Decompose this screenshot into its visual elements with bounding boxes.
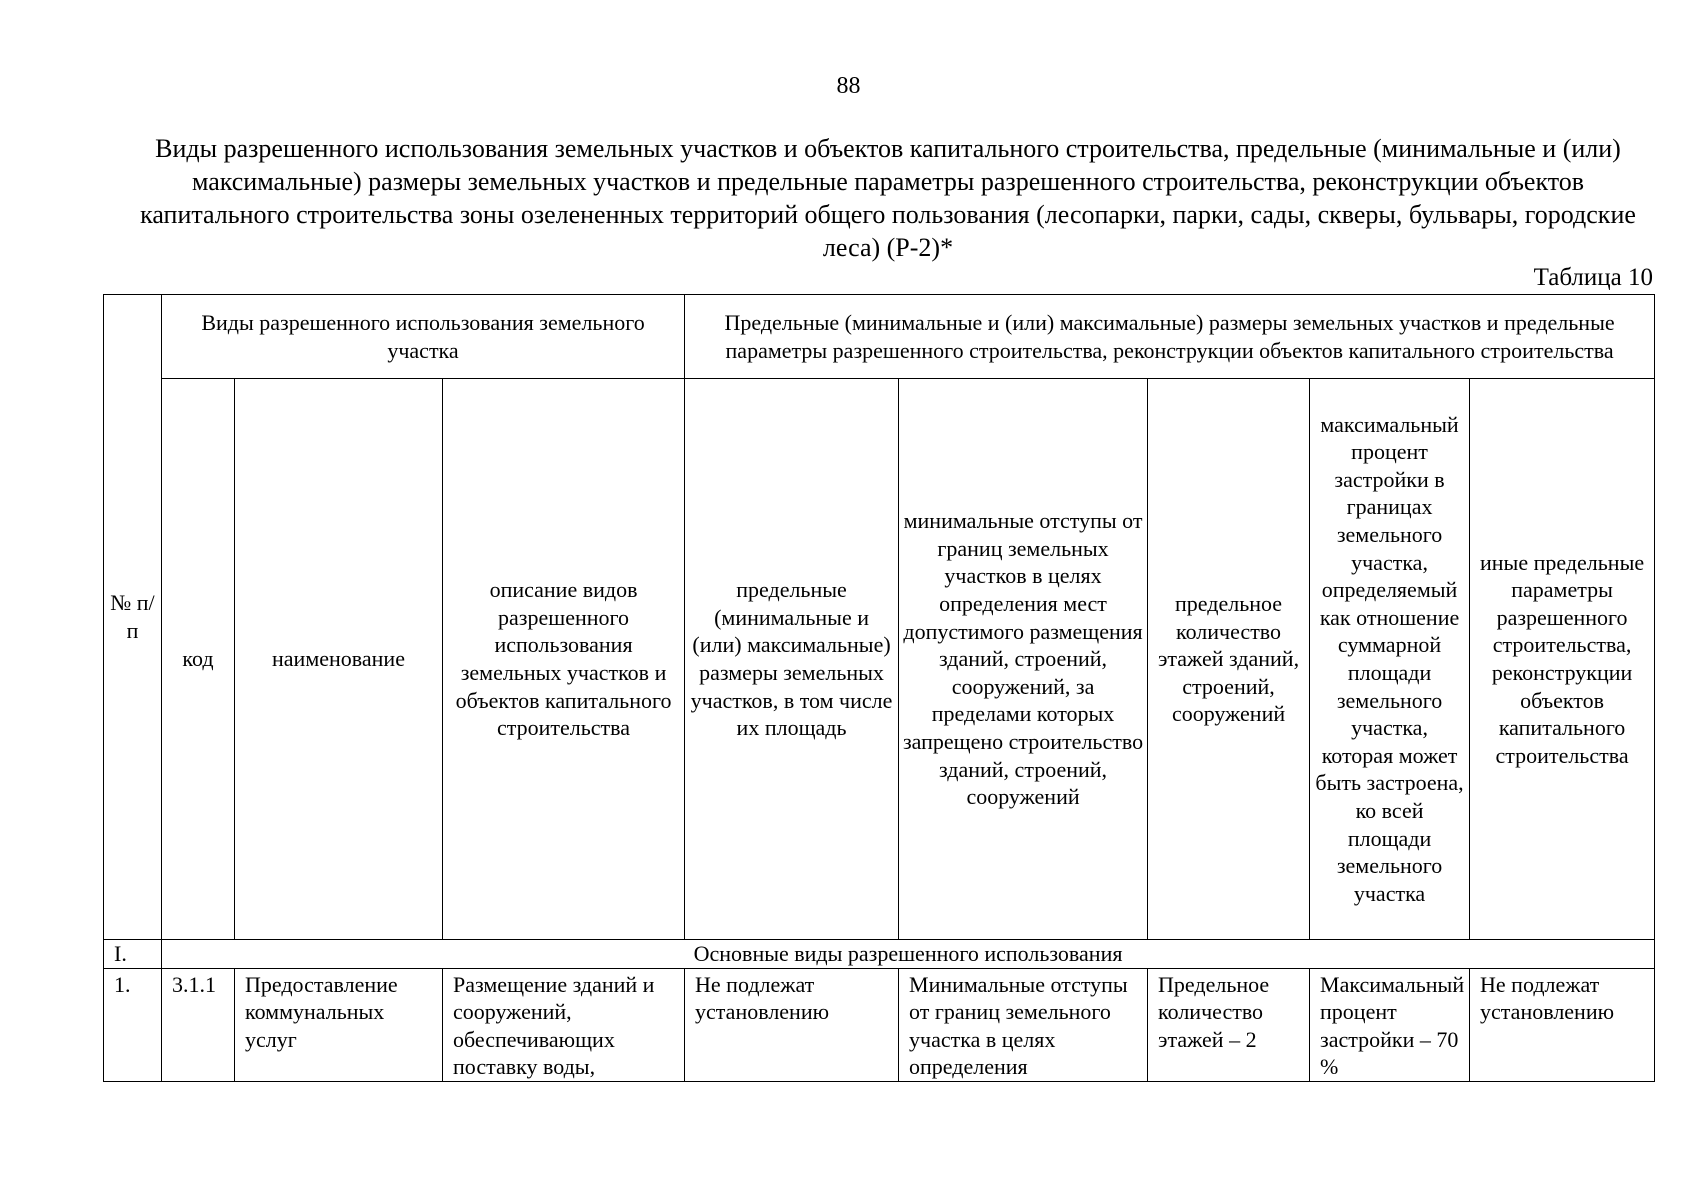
header-name: наименование: [235, 379, 443, 940]
row-description: Размещение зданий и сооружений, обеспечивающих поставку воды,: [443, 968, 685, 1081]
section-title: Основные виды разрешенного использования: [162, 940, 1655, 969]
header-floors: предельное количество этажей зданий, строений, сооружений: [1148, 379, 1310, 940]
header-row-groups: [104, 295, 1655, 379]
header-other: иные предельные параметры разрешенного строительства, реконструкции объектов капитального строительства: [1470, 379, 1655, 940]
row-floors: Предельное количество этажей – 2: [1148, 968, 1310, 1081]
header-group-use: Виды разрешенного использования земельного участка: [162, 295, 685, 379]
document-title: Виды разрешенного использования земельных участков и объектов капитального строительства, предельные (минимальные и (или) максимальные) размеры земельных участков и предельные параметры разрешенного строительства, реконструкции объектов капитального строительства зоны озелененных территорий общего пользования (лесопарки, парки, сады, скверы, бульвары, городские леса) (Р-2)*: [140, 134, 1636, 262]
page-number: 88: [836, 73, 861, 99]
table-row: [104, 968, 1655, 1081]
row-sizes: Не подлежат установлению: [685, 968, 899, 1081]
header-sizes: предельные (минимальные и (или) максимальные) размеры земельных участков, в том числе их площадь: [685, 379, 899, 940]
header-description: описание видов разрешенного использования земельных участков и объектов капитального строительства: [443, 379, 685, 940]
section-row: [104, 940, 1655, 969]
section-number: I.: [104, 940, 162, 969]
header-coverage: максимальный процент застройки в границах земельного участка, определяемый как отношение суммарной площади земельного участка, которая может быть застроена, ко всей площади земельного участка: [1310, 379, 1470, 940]
row-coverage: Максимальный процент застройки – 70 %: [1310, 968, 1470, 1081]
row-setbacks: Минимальные отступы от границ земельного участка в целях определения: [899, 968, 1148, 1081]
row-code: 3.1.1: [162, 968, 235, 1081]
header-row-columns: [104, 379, 1655, 940]
header-number: № п/п: [104, 295, 162, 940]
header-setbacks: минимальные отступы от границ земельных участков в целях определения мест допустимого размещения зданий, строений, сооружений, за пределами которых запрещено строительство зданий, строений, сооружений: [899, 379, 1148, 940]
table-label: Таблица 10: [1533, 264, 1653, 291]
regulations-table: [103, 294, 1655, 1082]
row-name: Предоставление коммунальных услуг: [235, 968, 443, 1081]
row-number: 1.: [104, 968, 162, 1081]
header-group-params: Предельные (минимальные и (или) максимальные) размеры земельных участков и предельные параметры разрешенного строительства, реконструкции объектов капитального строительства: [685, 295, 1655, 379]
row-other: Не подлежат установлению: [1470, 968, 1655, 1081]
header-code: код: [162, 379, 235, 940]
